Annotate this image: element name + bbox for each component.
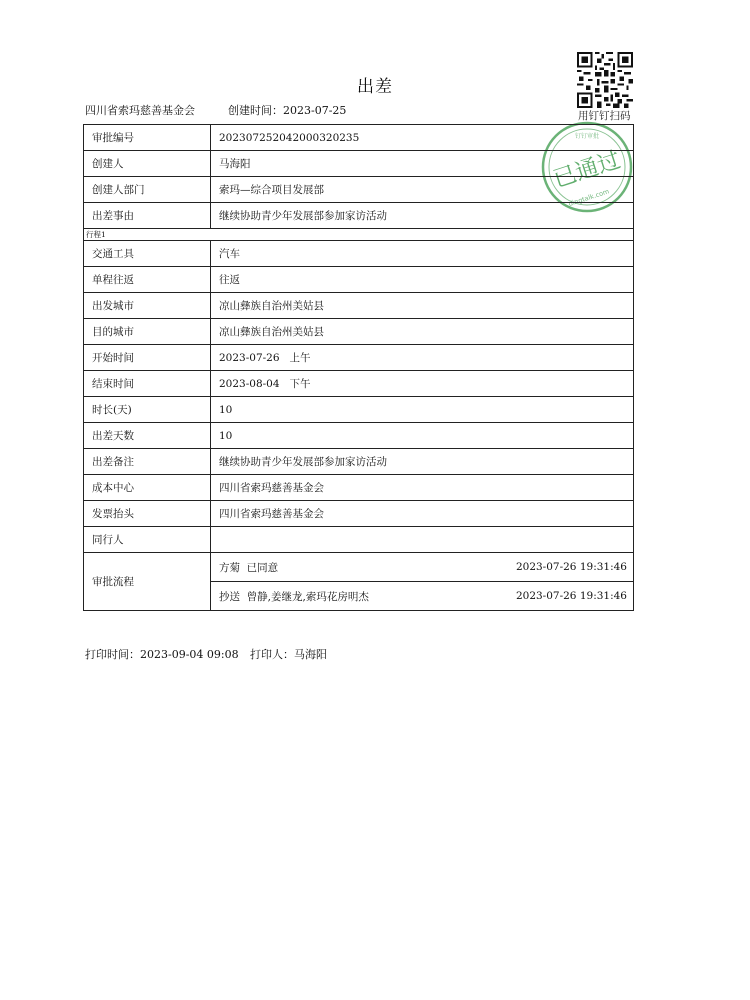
approval-flow-cell: [211, 553, 634, 611]
field-label: 创建人部门: [84, 177, 211, 203]
section-header-row: [84, 229, 634, 241]
table-row: [84, 203, 634, 229]
field-label: 目的城市: [84, 319, 211, 345]
approval-form-table: [83, 124, 634, 611]
print-time: 打印时间：2023-09-04 09:08: [85, 648, 239, 661]
field-value: 继续协助青少年发展部参加家访活动: [211, 203, 634, 229]
flow-step-text: 抄送 曾静,姜继龙,索玛花房明杰: [219, 590, 369, 603]
field-value: 凉山彝族自治州美姑县: [211, 319, 634, 345]
table-row: [84, 423, 634, 449]
field-value: 凉山彝族自治州美姑县: [211, 293, 634, 319]
field-label: 交通工具: [84, 241, 211, 267]
field-label: 出发城市: [84, 293, 211, 319]
created-value: 2023-07-25: [283, 104, 347, 117]
table-row: [84, 475, 634, 501]
field-value: 10: [211, 397, 634, 423]
printer-name: 打印人：马海阳: [250, 648, 327, 661]
field-value: [211, 527, 634, 553]
field-label: 单程往返: [84, 267, 211, 293]
table-row: [84, 319, 634, 345]
field-value: 索玛—综合项目发展部: [211, 177, 634, 203]
field-label: 结束时间: [84, 371, 211, 397]
document-title: 出差: [357, 77, 393, 97]
field-value: 202307252042000320235: [211, 125, 634, 151]
table-row: [84, 267, 634, 293]
table-row: [84, 345, 634, 371]
field-label: 时长(天): [84, 397, 211, 423]
field-label: 成本中心: [84, 475, 211, 501]
flow-step: [211, 553, 633, 582]
table-row: [84, 177, 634, 203]
table-row: [84, 397, 634, 423]
table-row: [84, 293, 634, 319]
field-value: 继续协助青少年发展部参加家访活动: [211, 449, 634, 475]
field-value: 四川省索玛慈善基金会: [211, 475, 634, 501]
field-value: 汽车: [211, 241, 634, 267]
field-label: 出差备注: [84, 449, 211, 475]
created-time: [228, 102, 346, 118]
stamp-small-top: 钉钉审批: [574, 133, 600, 140]
table-row: [84, 501, 634, 527]
field-label: 出差天数: [84, 423, 211, 449]
stamp-small-bottom: dingtalk.com: [567, 187, 611, 209]
table-row: [84, 241, 634, 267]
flow-step-time: 2023-07-26 19:31:46: [515, 590, 627, 602]
field-value: 往返: [211, 267, 634, 293]
flow-step-time: 2023-07-26 19:31:46: [515, 561, 627, 573]
field-value: 2023-08-04 下午: [211, 371, 634, 397]
field-value: 四川省索玛慈善基金会: [211, 501, 634, 527]
field-label: 发票抬头: [84, 501, 211, 527]
stamp-text: 已通过: [550, 146, 624, 194]
field-value: 10: [211, 423, 634, 449]
table-row: [84, 527, 634, 553]
field-label: 开始时间: [84, 345, 211, 371]
table-row: [84, 449, 634, 475]
field-value: 2023-07-26 上午: [211, 345, 634, 371]
qr-scan-label: 用钉钉扫码: [578, 110, 631, 122]
flow-step: [211, 582, 633, 610]
qr-code-icon[interactable]: [577, 52, 633, 108]
field-value: 马海阳: [211, 151, 634, 177]
approval-flow-row: [84, 553, 634, 611]
field-label: 创建人: [84, 151, 211, 177]
field-label: 审批编号: [84, 125, 211, 151]
table-row: [84, 371, 634, 397]
section-label: 行程1: [84, 229, 634, 241]
table-row: [84, 125, 634, 151]
created-label: 创建时间：: [228, 104, 283, 117]
organization-name: 四川省索玛慈善基金会: [85, 104, 195, 117]
flow-step-text: 方菊 已同意: [219, 561, 279, 574]
table-row: [84, 151, 634, 177]
field-label: 出差事由: [84, 203, 211, 229]
field-label: 审批流程: [84, 553, 211, 611]
field-label: 同行人: [84, 527, 211, 553]
